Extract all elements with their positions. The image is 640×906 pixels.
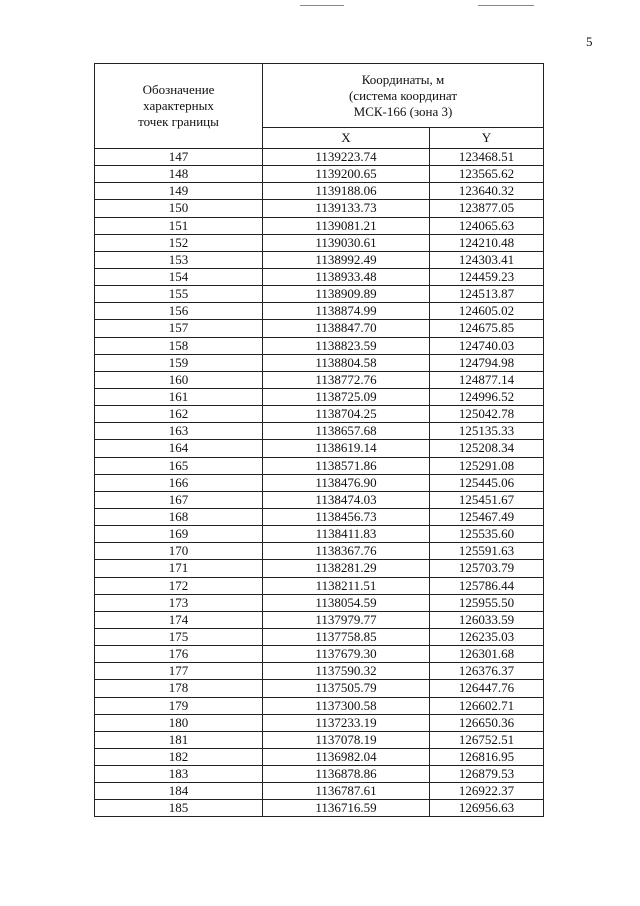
table-row	[95, 251, 544, 268]
point-id-cell: 151	[95, 217, 263, 234]
point-id-cell: 171	[95, 560, 263, 577]
x-coordinate-cell: 1138704.25	[263, 406, 430, 423]
y-column-header: Y	[430, 128, 544, 149]
table-row	[95, 354, 544, 371]
x-coordinate-cell: 1137078.19	[263, 731, 430, 748]
point-id-cell: 169	[95, 526, 263, 543]
y-coordinate-cell: 125467.49	[430, 508, 544, 525]
table-row	[95, 628, 544, 645]
table-row	[95, 714, 544, 731]
x-coordinate-cell: 1136716.59	[263, 800, 430, 817]
page-number: 5	[586, 34, 593, 49]
y-coordinate-cell: 123877.05	[430, 200, 544, 217]
y-coordinate-cell: 125451.67	[430, 491, 544, 508]
y-coordinate-cell: 126602.71	[430, 697, 544, 714]
point-id-cell: 165	[95, 457, 263, 474]
table-row	[95, 371, 544, 388]
point-id-cell: 173	[95, 594, 263, 611]
x-coordinate-cell: 1138847.70	[263, 320, 430, 337]
point-id-cell: 183	[95, 766, 263, 783]
table-row	[95, 217, 544, 234]
x-coordinate-cell: 1138211.51	[263, 577, 430, 594]
y-coordinate-cell: 124877.14	[430, 371, 544, 388]
y-coordinate-cell: 125445.06	[430, 474, 544, 491]
x-coordinate-cell: 1136787.61	[263, 783, 430, 800]
point-id-cell: 158	[95, 337, 263, 354]
point-id-cell: 170	[95, 543, 263, 560]
y-coordinate-cell: 124303.41	[430, 251, 544, 268]
table-body	[95, 149, 544, 817]
y-coordinate-cell: 123565.62	[430, 166, 544, 183]
x-coordinate-cell: 1138933.48	[263, 268, 430, 285]
table-row	[95, 697, 544, 714]
y-coordinate-cell: 125591.63	[430, 543, 544, 560]
x-coordinate-cell: 1138281.29	[263, 560, 430, 577]
y-coordinate-cell: 124210.48	[430, 234, 544, 251]
x-coordinate-cell: 1138772.76	[263, 371, 430, 388]
table-row	[95, 731, 544, 748]
boundary-points-table	[94, 63, 544, 817]
point-id-cell: 162	[95, 406, 263, 423]
table-row	[95, 457, 544, 474]
point-id-cell: 154	[95, 268, 263, 285]
y-coordinate-cell: 126879.53	[430, 766, 544, 783]
point-id-cell: 147	[95, 149, 263, 166]
point-id-cell: 156	[95, 303, 263, 320]
y-coordinate-cell: 126816.95	[430, 748, 544, 765]
table-row	[95, 526, 544, 543]
header-coords-line: (система координат	[348, 87, 458, 103]
point-id-cell: 172	[95, 577, 263, 594]
point-id-cell: 148	[95, 166, 263, 183]
point-id-cell: 149	[95, 183, 263, 200]
y-coordinate-cell: 125703.79	[430, 560, 544, 577]
scan-artifact-line	[300, 5, 344, 6]
header-label-line: характерных	[143, 98, 214, 113]
y-coordinate-cell: 123640.32	[430, 183, 544, 200]
y-coordinate-cell: 125135.33	[430, 423, 544, 440]
y-coordinate-cell: 126235.03	[430, 628, 544, 645]
table-row	[95, 337, 544, 354]
point-id-cell: 175	[95, 628, 263, 645]
y-coordinate-cell: 126922.37	[430, 783, 544, 800]
y-coordinate-cell: 125042.78	[430, 406, 544, 423]
point-id-cell: 157	[95, 320, 263, 337]
y-coordinate-cell: 126650.36	[430, 714, 544, 731]
point-id-cell: 163	[95, 423, 263, 440]
y-coordinate-cell: 125535.60	[430, 526, 544, 543]
table-row	[95, 149, 544, 166]
point-id-cell: 159	[95, 354, 263, 371]
x-coordinate-cell: 1138456.73	[263, 508, 430, 525]
point-id-cell: 168	[95, 508, 263, 525]
x-coordinate-cell: 1137233.19	[263, 714, 430, 731]
y-coordinate-cell: 126376.37	[430, 663, 544, 680]
y-coordinate-cell: 124996.52	[430, 388, 544, 405]
y-coordinate-cell: 124675.85	[430, 320, 544, 337]
x-coordinate-cell: 1137679.30	[263, 646, 430, 663]
y-coordinate-cell: 124459.23	[430, 268, 544, 285]
x-coordinate-cell: 1138909.89	[263, 286, 430, 303]
y-coordinate-cell: 126447.76	[430, 680, 544, 697]
point-id-cell: 155	[95, 286, 263, 303]
x-coordinate-cell: 1137758.85	[263, 628, 430, 645]
x-coordinate-cell: 1139030.61	[263, 234, 430, 251]
x-coordinate-cell: 1139223.74	[263, 149, 430, 166]
y-coordinate-cell: 125786.44	[430, 577, 544, 594]
y-coordinate-cell: 126956.63	[430, 800, 544, 817]
x-coordinate-cell: 1137979.77	[263, 611, 430, 628]
point-id-cell: 179	[95, 697, 263, 714]
y-coordinate-cell: 125291.08	[430, 457, 544, 474]
table-row	[95, 508, 544, 525]
point-id-cell: 153	[95, 251, 263, 268]
table-row	[95, 200, 544, 217]
point-id-cell: 178	[95, 680, 263, 697]
table-row	[95, 663, 544, 680]
table-row	[95, 543, 544, 560]
y-coordinate-cell: 124513.87	[430, 286, 544, 303]
point-id-cell: 185	[95, 800, 263, 817]
point-id-cell: 181	[95, 731, 263, 748]
y-coordinate-cell: 123468.51	[430, 149, 544, 166]
table-row	[95, 800, 544, 817]
x-coordinate-cell: 1138992.49	[263, 251, 430, 268]
table-row	[95, 748, 544, 765]
x-coordinate-cell: 1138804.58	[263, 354, 430, 371]
x-coordinate-cell: 1136878.86	[263, 766, 430, 783]
x-coordinate-cell: 1136982.04	[263, 748, 430, 765]
x-coordinate-cell: 1139188.06	[263, 183, 430, 200]
x-coordinate-cell: 1139200.65	[263, 166, 430, 183]
y-coordinate-cell: 126033.59	[430, 611, 544, 628]
header-label-line: точек границы	[138, 114, 219, 129]
x-coordinate-cell: 1138619.14	[263, 440, 430, 457]
table-row	[95, 611, 544, 628]
table-row	[95, 440, 544, 457]
table-row	[95, 303, 544, 320]
x-coordinate-cell: 1138474.03	[263, 491, 430, 508]
point-id-cell: 164	[95, 440, 263, 457]
point-id-cell: 150	[95, 200, 263, 217]
point-id-cell: 176	[95, 646, 263, 663]
point-id-cell: 160	[95, 371, 263, 388]
x-coordinate-cell: 1138725.09	[263, 388, 430, 405]
y-coordinate-cell: 124740.03	[430, 337, 544, 354]
table-row	[95, 594, 544, 611]
x-coordinate-cell: 1138476.90	[263, 474, 430, 491]
table-row	[95, 680, 544, 697]
table-row	[95, 166, 544, 183]
y-coordinate-cell: 125955.50	[430, 594, 544, 611]
point-id-cell: 174	[95, 611, 263, 628]
table-row	[95, 388, 544, 405]
x-coordinate-cell: 1138823.59	[263, 337, 430, 354]
header-coords-line: Координаты, м	[361, 71, 445, 87]
x-coordinate-cell: 1137505.79	[263, 680, 430, 697]
table-row	[95, 646, 544, 663]
table-row	[95, 766, 544, 783]
x-coordinate-cell: 1138657.68	[263, 423, 430, 440]
x-coordinate-cell: 1138571.86	[263, 457, 430, 474]
x-coordinate-cell: 1137590.32	[263, 663, 430, 680]
table-row	[95, 320, 544, 337]
table-row	[95, 474, 544, 491]
point-id-cell: 177	[95, 663, 263, 680]
x-coordinate-cell: 1139133.73	[263, 200, 430, 217]
x-coordinate-cell: 1138874.99	[263, 303, 430, 320]
point-id-cell: 152	[95, 234, 263, 251]
coordinates-header	[263, 64, 544, 128]
table-row	[95, 183, 544, 200]
point-id-cell: 167	[95, 491, 263, 508]
point-id-cell: 184	[95, 783, 263, 800]
x-coordinate-cell: 1138411.83	[263, 526, 430, 543]
point-id-cell: 161	[95, 388, 263, 405]
point-id-cell: 182	[95, 748, 263, 765]
y-coordinate-cell: 126301.68	[430, 646, 544, 663]
table-row	[95, 286, 544, 303]
scan-artifact-line	[478, 5, 534, 6]
x-coordinate-cell: 1139081.21	[263, 217, 430, 234]
x-coordinate-cell: 1137300.58	[263, 697, 430, 714]
table-row	[95, 560, 544, 577]
y-coordinate-cell: 124605.02	[430, 303, 544, 320]
point-id-cell: 180	[95, 714, 263, 731]
table-row	[95, 783, 544, 800]
table-row	[95, 406, 544, 423]
table-row	[95, 234, 544, 251]
table-row	[95, 577, 544, 594]
x-coordinate-cell: 1138054.59	[263, 594, 430, 611]
header-label-line: Обозначение	[142, 82, 215, 97]
x-coordinate-cell: 1138367.76	[263, 543, 430, 560]
point-designation-header	[95, 64, 263, 149]
header-coords-line: МСК-166 (зона 3)	[353, 103, 453, 119]
table-row	[95, 268, 544, 285]
table-row	[95, 423, 544, 440]
point-id-cell: 166	[95, 474, 263, 491]
x-column-header: X	[263, 128, 430, 149]
y-coordinate-cell: 125208.34	[430, 440, 544, 457]
y-coordinate-cell: 124065.63	[430, 217, 544, 234]
table-row	[95, 491, 544, 508]
y-coordinate-cell: 124794.98	[430, 354, 544, 371]
y-coordinate-cell: 126752.51	[430, 731, 544, 748]
